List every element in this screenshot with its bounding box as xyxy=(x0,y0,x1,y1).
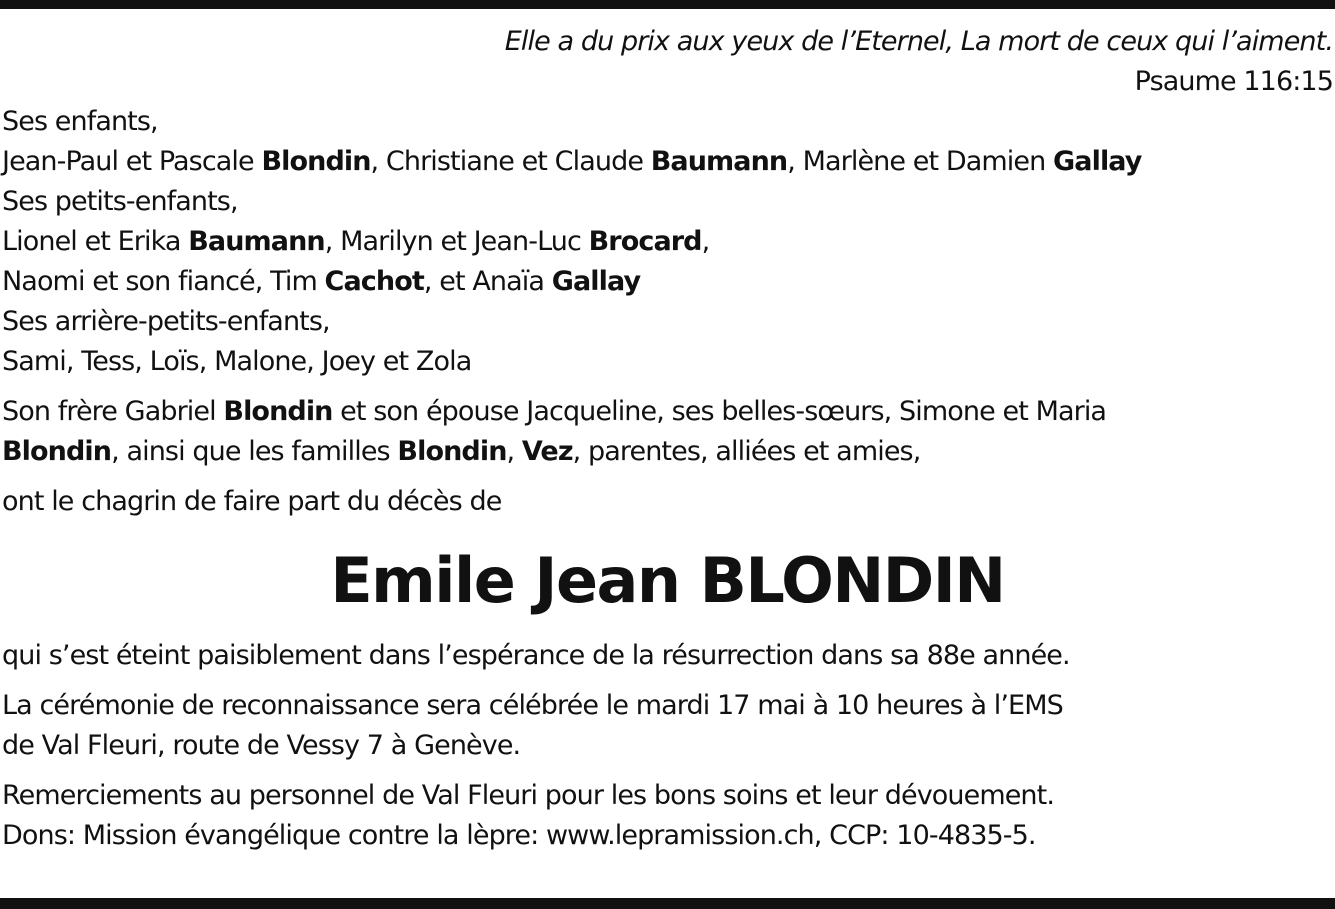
text-segment: Naomi et son fiancé, Tim xyxy=(2,266,325,297)
text-segment: Lionel et Erika xyxy=(2,226,189,257)
epigraph-verse: Elle a du prix aux yeux de l’Eternel, La mort de ceux qui l’aiment. xyxy=(504,26,1333,57)
great-grandchildren-names: Sami, Tess, Loïs, Malone, Joey et Zola xyxy=(2,346,472,377)
children-heading: Ses enfants, xyxy=(2,106,158,137)
surname: Gallay xyxy=(551,266,641,297)
text-segment: , parentes, alliées et amies, xyxy=(572,436,921,467)
surname: Blondin xyxy=(2,436,112,467)
ceremony-line-2: de Val Fleuri, route de Vessy 7 à Genève. xyxy=(2,730,521,761)
siblings-line-1 xyxy=(2,392,1333,432)
text-segment: , xyxy=(506,436,522,467)
text-segment: , Marilyn et Jean-Luc xyxy=(324,226,589,257)
children-names xyxy=(2,142,1333,182)
announcement-text: ont le chagrin de faire part du décès de xyxy=(2,486,502,517)
surname: Brocard xyxy=(588,226,702,257)
epigraph-reference: Psaume 116:15 xyxy=(1134,66,1333,97)
surname: Vez xyxy=(521,436,573,467)
surname: Gallay xyxy=(1053,146,1142,177)
ceremony-line-1: La cérémonie de reconnaissance sera célébrée le mardi 17 mai à 10 heures à l’EMS xyxy=(2,690,1063,721)
great-grandchildren-heading: Ses arrière-petits-enfants, xyxy=(2,306,330,337)
text-segment: , xyxy=(701,226,710,257)
text-segment: , Marlène et Damien xyxy=(787,146,1054,177)
surname: Blondin xyxy=(223,396,333,427)
top-rule xyxy=(0,0,1335,9)
obituary-notice xyxy=(2,22,1333,856)
thanks-text: Remerciements au personnel de Val Fleuri pour les bons soins et leur dévouement. xyxy=(2,780,1055,811)
grandchildren-names-2 xyxy=(2,262,1333,302)
siblings-line-2 xyxy=(2,432,1333,472)
grandchildren-heading: Ses petits-enfants, xyxy=(2,186,238,217)
surname: Baumann xyxy=(650,146,788,177)
text-segment: , ainsi que les familles xyxy=(111,436,398,467)
text-segment: Jean-Paul et Pascale xyxy=(2,146,262,177)
bottom-rule xyxy=(0,898,1335,909)
death-notice: qui s’est éteint paisiblement dans l’espérance de la résurrection dans sa 88e année. xyxy=(2,640,1070,671)
text-segment: Son frère Gabriel xyxy=(2,396,224,427)
grandchildren-names-1 xyxy=(2,222,1333,262)
text-segment: , et Anaïa xyxy=(423,266,552,297)
deceased-name: Emile Jean BLONDIN xyxy=(330,544,1005,617)
surname: Baumann xyxy=(188,226,325,257)
surname: Blondin xyxy=(397,436,507,467)
donations-text: Dons: Mission évangélique contre la lèpre: www.lepramission.ch, CCP: 10-4835-5. xyxy=(2,820,1036,851)
text-segment: et son épouse Jacqueline, ses belles-sœurs, Simone et Maria xyxy=(332,396,1107,427)
text-segment: , Christiane et Claude xyxy=(370,146,651,177)
surname: Cachot xyxy=(324,266,424,297)
surname: Blondin xyxy=(261,146,371,177)
